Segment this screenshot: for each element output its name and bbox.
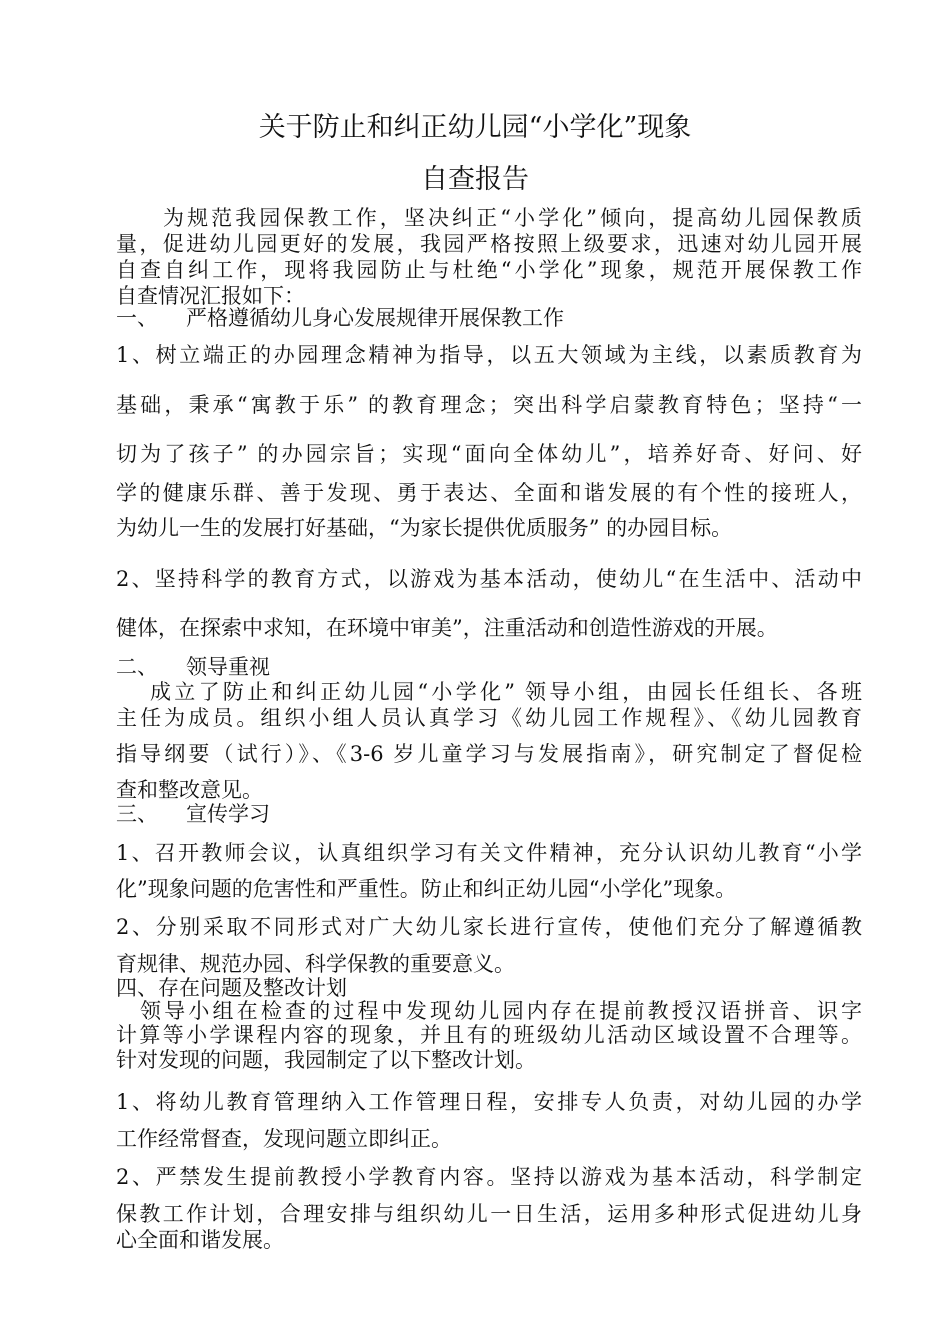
section-1-item-2-line: 健体，在探索中求知，在环境中审美”，注重活动和创造性游戏的开展。: [116, 616, 778, 640]
section-4-line: 针对发现的问题，我园制定了以下整改计划。: [116, 1048, 536, 1072]
section-title: 严格遵循幼儿身心发展规律开展保教工作: [186, 306, 564, 330]
section-number: 一、: [116, 306, 158, 330]
section-4-item-2-line: 心全面和谐发展。: [116, 1228, 284, 1252]
section-1-item-1-line: 学的健康乐群、善于发现、勇于表达、全面和谐发展的有个性的接班人，: [116, 481, 862, 505]
intro-line: 量，促进幼儿园更好的发展，我园严格按照上级要求，迅速对幼儿园开展: [116, 232, 862, 256]
section-2-line: 主任为成员。组织小组人员认真学习《幼儿园工作规程》、《幼儿园教育: [116, 706, 862, 730]
section-3-item-1-line: 化”现象问题的危害性和严重性。防止和纠正幼儿园“小学化”现象。: [116, 877, 737, 901]
section-3-item-2-line: 育规律、规范办园、科学保教的重要意义。: [116, 952, 515, 976]
section-title: 领导重视: [186, 655, 270, 679]
intro-line: 为规范我园保教工作，坚决纠正“小学化”倾向，提高幼儿园保教质: [163, 206, 862, 230]
section-2-line: 查和整改意见。: [116, 778, 263, 802]
intro-line: 自查自纠工作，现将我园防止与杜绝“小学化”现象，规范开展保教工作: [116, 258, 862, 282]
section-4-line: 领导小组在检查的过程中发现幼儿园内存在提前教授汉语拼音、识字: [140, 999, 862, 1023]
section-2-line: 成立了防止和纠正幼儿园“小学化” 领导小组，由园长任组长、各班: [150, 680, 862, 704]
section-3-heading: [116, 801, 862, 827]
section-1-item-1-line: 1、树立端正的办园理念精神为指导，以五大领域为主线，以素质教育为: [116, 343, 862, 367]
section-1-item-1-line: 基础，秉承“寓教于乐” 的教育理念；突出科学启蒙教育特色；坚持“一: [116, 393, 862, 417]
section-4-item-1-line: 工作经常督查，发现问题立即纠正。: [116, 1127, 452, 1151]
section-4-item-2-line: 保教工作计划，合理安排与组织幼儿一日生活，运用多种形式促进幼儿身: [116, 1202, 862, 1226]
section-2-heading: [116, 654, 862, 680]
section-2-line: 指导纲要（试行）》、《3-6 岁儿童学习与发展指南》，研究制定了督促检: [116, 742, 862, 766]
document-title: 关于防止和纠正幼儿园“小学化”现象: [258, 112, 692, 143]
section-1-item-1-line: 为幼儿一生的发展打好基础，“为家长提供优质服务” 的办园目标。: [116, 516, 733, 540]
section-1-heading: [116, 305, 862, 331]
section-title: 宣传学习: [186, 802, 270, 826]
section-3-item-2-line: 2、分别采取不同形式对广大幼儿家长进行宣传，使他们充分了解遵循教: [116, 915, 862, 939]
section-1-item-1-line: 切为了孩子” 的办园宗旨；实现“面向全体幼儿”，培养好奇、好问、好: [116, 442, 862, 466]
section-4-heading: 四、存在问题及整改计划: [116, 976, 347, 1000]
section-4-item-1-line: 1、将幼儿教育管理纳入工作管理日程，安排专人负责，对幼儿园的办学: [116, 1090, 862, 1114]
section-4-line: 计算等小学课程内容的现象，并且有的班级幼儿活动区域设置不合理等。: [116, 1023, 862, 1047]
intro-line: 自查情况汇报如下：: [116, 284, 305, 308]
document-subtitle: 自查报告: [421, 164, 529, 195]
section-4-item-2-line: 2、严禁发生提前教授小学教育内容。坚持以游戏为基本活动，科学制定: [116, 1165, 862, 1189]
section-1-item-2-line: 2、坚持科学的教育方式，以游戏为基本活动，使幼儿“在生活中、活动中: [116, 567, 862, 591]
section-number: 二、: [116, 655, 158, 679]
section-number: 三、: [116, 802, 158, 826]
section-3-item-1-line: 1、召开教师会议，认真组织学习有关文件精神，充分认识幼儿教育“小学: [116, 841, 862, 865]
